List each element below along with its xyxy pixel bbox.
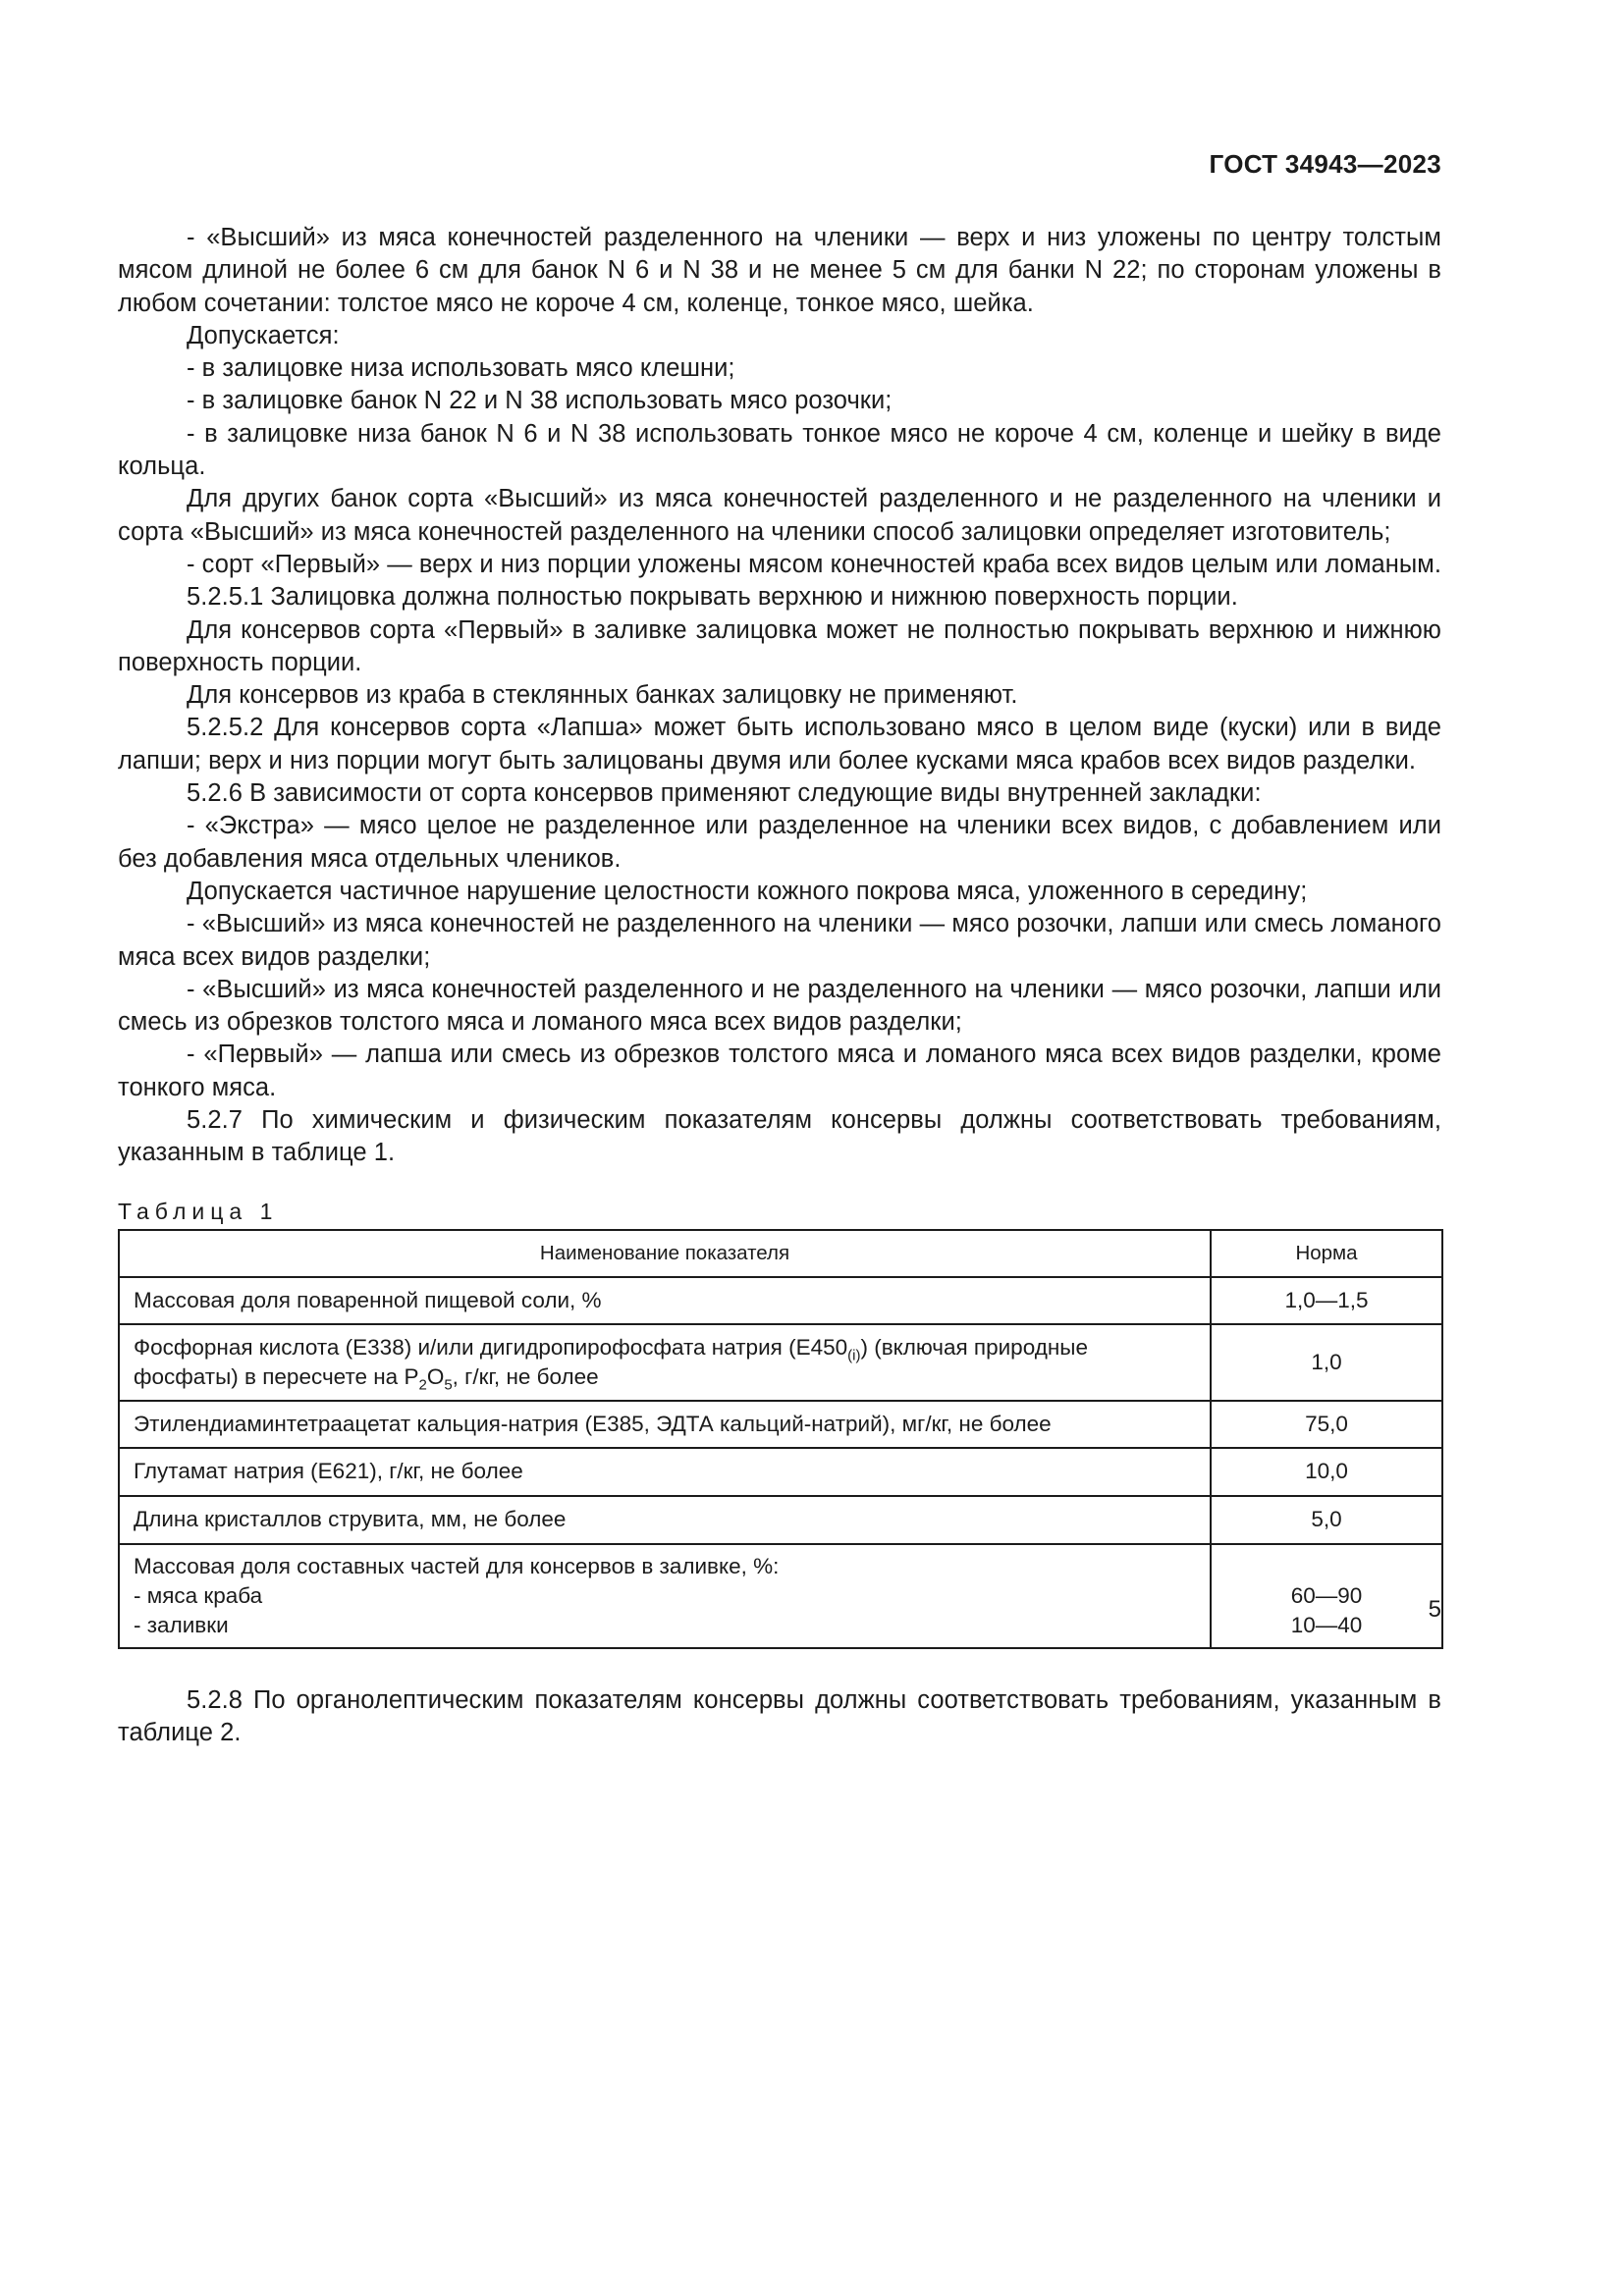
document-header: ГОСТ 34943—2023 <box>1209 149 1441 179</box>
paragraph: Допускается частичное нарушение целостности кожного покрова мяса, уложенного в середину; <box>187 877 1308 905</box>
paragraph: - «Экстра» — мясо целое не разделенное или разделенное на членики всех видов, с добавлением или без добавления мяса отдельных члеников. <box>118 812 1441 873</box>
row-value: 1,0 <box>1211 1324 1442 1401</box>
paragraph: Для других банок сорта «Высший» из мяса конечностей разделенного и не разделенного на членики и сорта «Высший» из мяса конечностей разделенного на членики способ залицовки определяет изготовитель; <box>118 485 1441 546</box>
row-name-line: Массовая доля составных частей для консервов в заливке, %: <box>134 1553 780 1578</box>
paragraph: Для консервов сорта «Первый» в заливке залицовка может не полностью покрывать верхнюю и нижнюю поверхность порции. <box>118 615 1441 676</box>
row-name: Глутамат натрия (Е621), г/кг, не более <box>119 1448 1211 1496</box>
column-header: Наименование показателя <box>119 1230 1211 1277</box>
paragraph: 5.2.8 По органолептическим показателям консервы должны соответствовать требованиям, указанным в таблице 2. <box>118 1685 1441 1746</box>
subscript: 2 <box>418 1376 427 1394</box>
sub-item-name: - заливки <box>134 1612 229 1637</box>
row-value: 1,0—1,5 <box>1211 1277 1442 1324</box>
table-row <box>119 1448 1442 1496</box>
page-number: 5 <box>1428 1596 1441 1623</box>
paragraph: 5.2.6 В зависимости от сорта консервов применяют следующие виды внутренней закладки: <box>187 779 1262 808</box>
row-name-part: O <box>426 1363 445 1389</box>
row-name <box>119 1324 1211 1401</box>
row-value: 75,0 <box>1211 1401 1442 1448</box>
column-header: Норма <box>1211 1230 1442 1277</box>
paragraph: 5.2.5.1 Залицовка должна полностью покрывать верхнюю и нижнюю поверхность порции. <box>187 583 1238 612</box>
paragraph: - в залицовке низа банок N 6 и N 38 использовать тонкое мясо не короче 4 см, коленце и шейку в виде кольца. <box>118 419 1441 481</box>
subscript: 5 <box>444 1376 453 1394</box>
paragraph: - «Высший» из мяса конечностей разделенного на членики — верх и низ уложены по центру толстым мясом длиной не более 6 см для банок N 6 и N 38 и не менее 5 см для банки N 22; по сторонам уложены в любом сочетании: толстое мясо не короче 4 см, коленце, тонкое мясо, шейка. <box>118 224 1441 317</box>
table-row <box>119 1544 1442 1648</box>
paragraph: Допускается: <box>187 321 340 349</box>
table-header-row <box>119 1230 1442 1277</box>
paragraph: Для консервов из краба в стеклянных банках залицовку не применяют. <box>187 681 1018 710</box>
row-value <box>1211 1544 1442 1648</box>
document-body <box>118 222 1441 1749</box>
table-1 <box>118 1229 1443 1649</box>
paragraph: - «Высший» из мяса конечностей разделенного и не разделенного на членики — мясо розочки, лапши или смесь из обрезков толстого мяса и ломаного мяса всех видов разделки; <box>118 975 1441 1037</box>
paragraph: - сорт «Первый» — верх и низ порции уложены мясом конечностей краба всех видов целым или ломаным. <box>187 550 1442 578</box>
row-name-part: , г/кг, не более <box>452 1363 599 1389</box>
spacer <box>1225 1552 1428 1581</box>
row-name <box>119 1544 1211 1648</box>
row-value: 5,0 <box>1211 1496 1442 1544</box>
row-name-part: ) (включая природные фосфаты) в пересчете на P <box>134 1334 1088 1389</box>
sub-item-name: - мяса краба <box>134 1582 263 1608</box>
sub-item-value: 60—90 <box>1290 1582 1363 1608</box>
table-row <box>119 1496 1442 1544</box>
row-name-part: Фосфорная кислота (Е338) и/или дигидропирофосфата натрия (Е450 <box>134 1334 848 1360</box>
paragraph: - «Высший» из мяса конечностей не разделенного на членики — мясо розочки, лапши или смесь ломаного мяса всех видов разделки; <box>118 910 1441 971</box>
table-row <box>119 1324 1442 1401</box>
row-name: Массовая доля поваренной пищевой соли, % <box>119 1277 1211 1324</box>
sub-item-value: 10—40 <box>1290 1612 1363 1637</box>
paragraph: 5.2.7 По химическим и физическим показателям консервы должны соответствовать требованиям, указанным в таблице 1. <box>118 1106 1441 1167</box>
paragraph: - в залицовке банок N 22 и N 38 использовать мясо розочки; <box>187 387 893 415</box>
table-row <box>119 1401 1442 1448</box>
paragraph: - «Первый» — лапша или смесь из обрезков толстого мяса и ломаного мяса всех видов разделки, кроме тонкого мяса. <box>118 1041 1441 1101</box>
table-row <box>119 1277 1442 1324</box>
row-name: Этилендиаминтетраацетат кальция-натрия (Е385, ЭДТА кальций-натрий), мг/кг, не более <box>119 1401 1211 1448</box>
subscript: (i) <box>847 1347 861 1364</box>
paragraph: - в залицовке низа использовать мясо клешни; <box>187 354 735 383</box>
table-caption: Таблица 1 <box>118 1198 279 1224</box>
paragraph: 5.2.5.2 Для консервов сорта «Лапша» может быть использовано мясо в целом виде (куски) или в виде лапши; верх и низ порции могут быть залицованы двумя или более кусками мяса крабов всех видов разделки. <box>118 714 1441 774</box>
row-name: Длина кристаллов струвита, мм, не более <box>119 1496 1211 1544</box>
row-value: 10,0 <box>1211 1448 1442 1496</box>
